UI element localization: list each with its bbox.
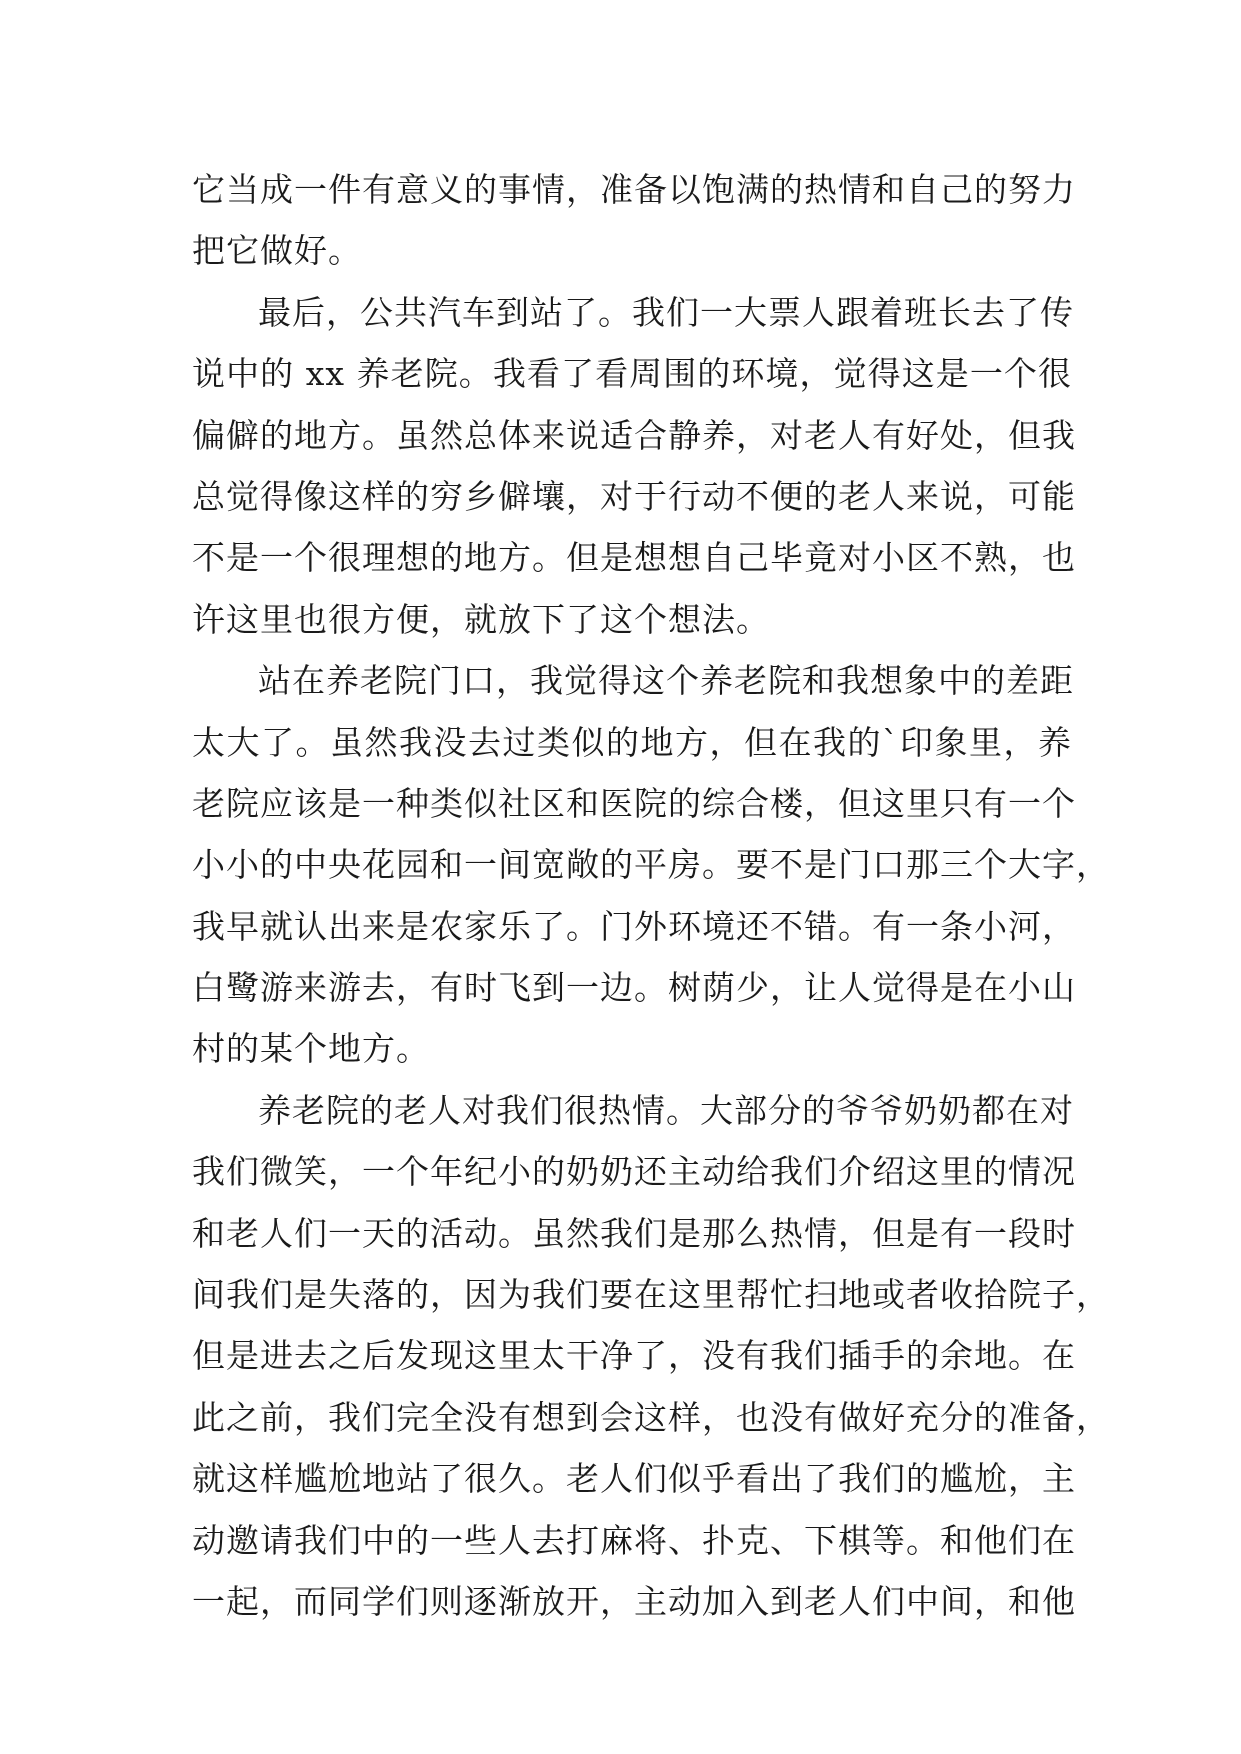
- text-line: 老院应该是一种类似社区和医院的综合楼，但这里只有一个: [192, 783, 1076, 823]
- text-line: 间我们是失落的，因为我们要在这里帮忙扫地或者收拾院子，: [192, 1275, 1110, 1315]
- text-line: 和老人们一天的活动。虽然我们是那么热情，但是有一段时: [192, 1213, 1076, 1253]
- text-line: 就这样尴尬地站了很久。老人们似乎看出了我们的尴尬，主: [192, 1459, 1076, 1499]
- paragraph: [192, 159, 1076, 282]
- text-line: 许这里也很方便，就放下了这个想法。: [192, 599, 770, 639]
- text-line: 把它做好。: [192, 231, 362, 271]
- text-line: 白鹭游来游去，有时飞到一边。树荫少，让人觉得是在小山: [192, 968, 1076, 1008]
- body-text: [192, 159, 1110, 1632]
- text-line: 我们微笑，一个年纪小的奶奶还主动给我们介绍这里的情况: [192, 1152, 1076, 1192]
- text-line: 养老院的老人对我们很热情。大部分的爷爷奶奶都在对: [258, 1090, 1074, 1130]
- paragraph: [192, 1080, 1110, 1633]
- text-line: 但是进去之后发现这里太干净了，没有我们插手的余地。在: [192, 1336, 1076, 1376]
- text-line: 它当成一件有意义的事情，准备以饱满的热情和自己的努力: [192, 170, 1076, 209]
- text-line: 不是一个很理想的地方。但是想想自己毕竟对小区不熟，也: [192, 538, 1076, 578]
- paragraph: [192, 282, 1076, 650]
- text-line: 站在养老院门口，我觉得这个养老院和我想象中的差距: [258, 661, 1074, 701]
- text-line: 偏僻的地方。虽然总体来说适合静养，对老人有好处，但我: [192, 415, 1076, 455]
- text-line: 此之前，我们完全没有想到会这样，也没有做好充分的准备，: [192, 1397, 1110, 1437]
- text-line: 太大了。虽然我没去过类似的地方，但在我的`印象里，养: [192, 722, 1072, 762]
- text-line: 小小的中央花园和一间宽敞的平房。要不是门口那三个大字，: [192, 845, 1110, 885]
- text-line: 村的某个地方。: [192, 1029, 430, 1069]
- text-line: 一起，而同学们则逐渐放开，主动加入到老人们中间，和他: [192, 1581, 1076, 1621]
- text-line: 说中的 xx 养老院。我看了看周围的环境，觉得这是一个很: [192, 354, 1072, 394]
- text-line: 动邀请我们中的一些人去打麻将、扑克、下棋等。和他们在: [192, 1520, 1076, 1560]
- text-line: 最后，公共汽车到站了。我们一大票人跟着班长去了传: [258, 292, 1074, 332]
- text-line: 我早就认出来是农家乐了。门外环境还不错。有一条小河，: [192, 906, 1076, 946]
- paragraph: [192, 650, 1110, 1080]
- text-line: 总觉得像这样的穷乡僻壤，对于行动不便的老人来说，可能: [192, 476, 1076, 516]
